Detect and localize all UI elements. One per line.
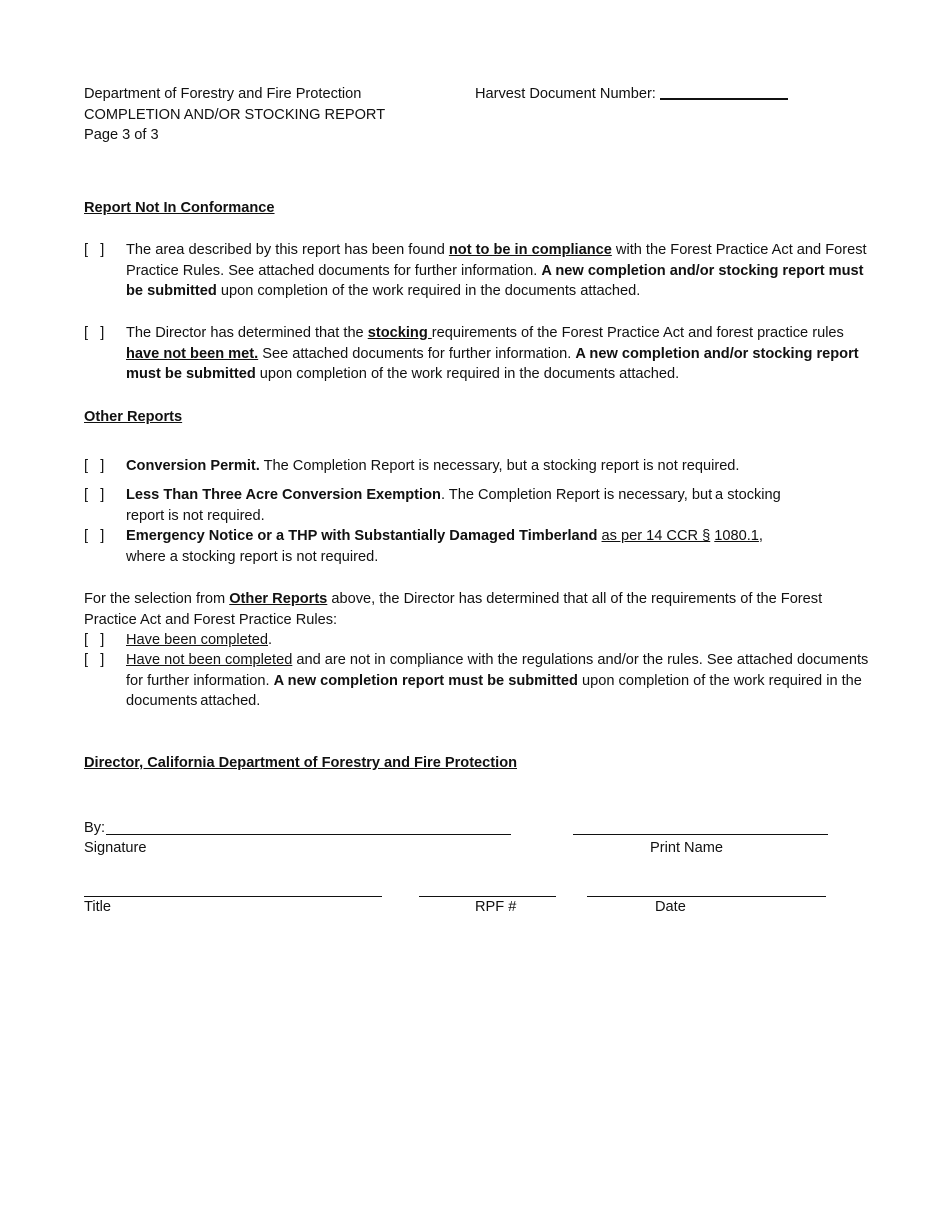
date-field[interactable] [587,896,826,897]
text-segment: requirements of the Forest Practice Act and forest practice rules [431,325,844,341]
other-item-2 [84,485,804,526]
other-item-3 [84,526,784,567]
text-segment: The area described by this report has been found [126,242,449,258]
bold-text: Less Than Three Acre Conversion Exemption [126,487,441,503]
text-segment: See attached documents for further information. [258,345,576,362]
date-label: Date [655,899,686,915]
nonconformance-item-1-text [126,240,874,302]
emphasis: not to be in compliance [448,242,612,258]
emphasis: stocking [367,325,432,341]
checkbox[interactable]: [ ] [84,325,105,341]
form-title: COMPLETION AND/OR STOCKING REPORT [84,106,386,123]
nonconformance-item-1 [84,240,874,302]
determination-paragraph [84,589,874,630]
text-segment: above, the Director has determined that all of the requirements of the Forest Practice Act and Forest Practice Rules: [84,591,823,628]
harvest-document-number [475,84,788,105]
determination-option-1 [84,630,874,651]
checkbox[interactable]: [ ] [84,242,105,258]
page-number: Page 3 of 3 [84,127,159,143]
other-item-3-text [126,526,784,567]
determination-option-1-text [126,630,874,651]
title-label: Title [84,899,112,915]
text-segment: upon completion of the work required in the documents attached. [255,366,680,383]
print-name-label: Print Name [650,840,723,856]
department-name: Department of Forestry and Fire Protection [84,86,362,102]
text-segment: . [267,632,273,648]
section-title-other-reports: Other Reports [84,409,183,425]
checkbox[interactable]: [ ] [84,652,105,668]
bold-text: Conversion Permit. [126,458,260,474]
text-segment: For the selection from [84,591,230,607]
text-segment: . The Completion Report is necessary, but a stocking report is not required. [126,487,781,524]
other-item-1-text [126,456,874,477]
text-segment: The Director has determined that the [126,325,368,341]
rpf-number-label: RPF # [475,899,517,915]
checkbox[interactable]: [ ] [84,487,105,503]
bold-text: Emergency Notice or a THP with Substantially Damaged Timberland [126,528,598,544]
title-field[interactable] [84,896,382,897]
signature-block-title: Director, California Department of Forestry and Fire Protection [84,755,518,771]
harvest-document-label: Harvest Document Number: [475,86,656,102]
regulation-section-number: 1080.1 [714,528,759,544]
option-label: Have not been completed [126,652,293,668]
bold-text: A new completion and/or stocking report must be submitted [126,345,859,383]
bold-text: A new completion and/or stocking report must be submitted [126,262,864,300]
option-label: Have been completed [126,632,268,648]
harvest-document-number-field[interactable] [660,84,788,100]
text-segment: , where a stocking report is not required. [126,528,763,565]
text-segment: upon completion of the work required in the documents attached. [216,283,641,300]
text-segment: The Completion Report is necessary, but a stocking report is not required. [259,458,740,474]
text-segment: and are not in compliance with the regulations and/or the rules. See attached documents for further information. [126,652,869,689]
determination-option-2 [84,650,874,712]
determination-option-2-text [126,650,874,712]
bold-text: A new completion report must be submitted [273,672,578,689]
nonconformance-item-2 [84,323,874,385]
emphasis: Other Reports [229,591,328,607]
nonconformance-item-2-text [126,323,874,385]
text-segment: upon completion of the work required in the documents attached. [126,672,862,710]
regulation-reference: as per 14 CCR § [601,528,711,544]
checkbox[interactable]: [ ] [84,458,105,474]
header-left [84,84,464,146]
checkbox[interactable]: [ ] [84,528,105,544]
section-title-nonconformance: Report Not In Conformance [84,200,275,216]
text-segment: with the Forest Practice Act and Forest Practice Rules. See attached documents for further information. [126,242,867,279]
print-name-field[interactable] [573,834,828,835]
by-label: By: [84,820,106,836]
checkbox[interactable]: [ ] [84,632,105,648]
other-item-2-text [126,485,804,526]
emphasis: have not been met. [126,345,259,362]
other-item-1 [84,456,874,477]
signature-label: Signature [84,840,147,856]
signature-field[interactable] [106,834,511,835]
